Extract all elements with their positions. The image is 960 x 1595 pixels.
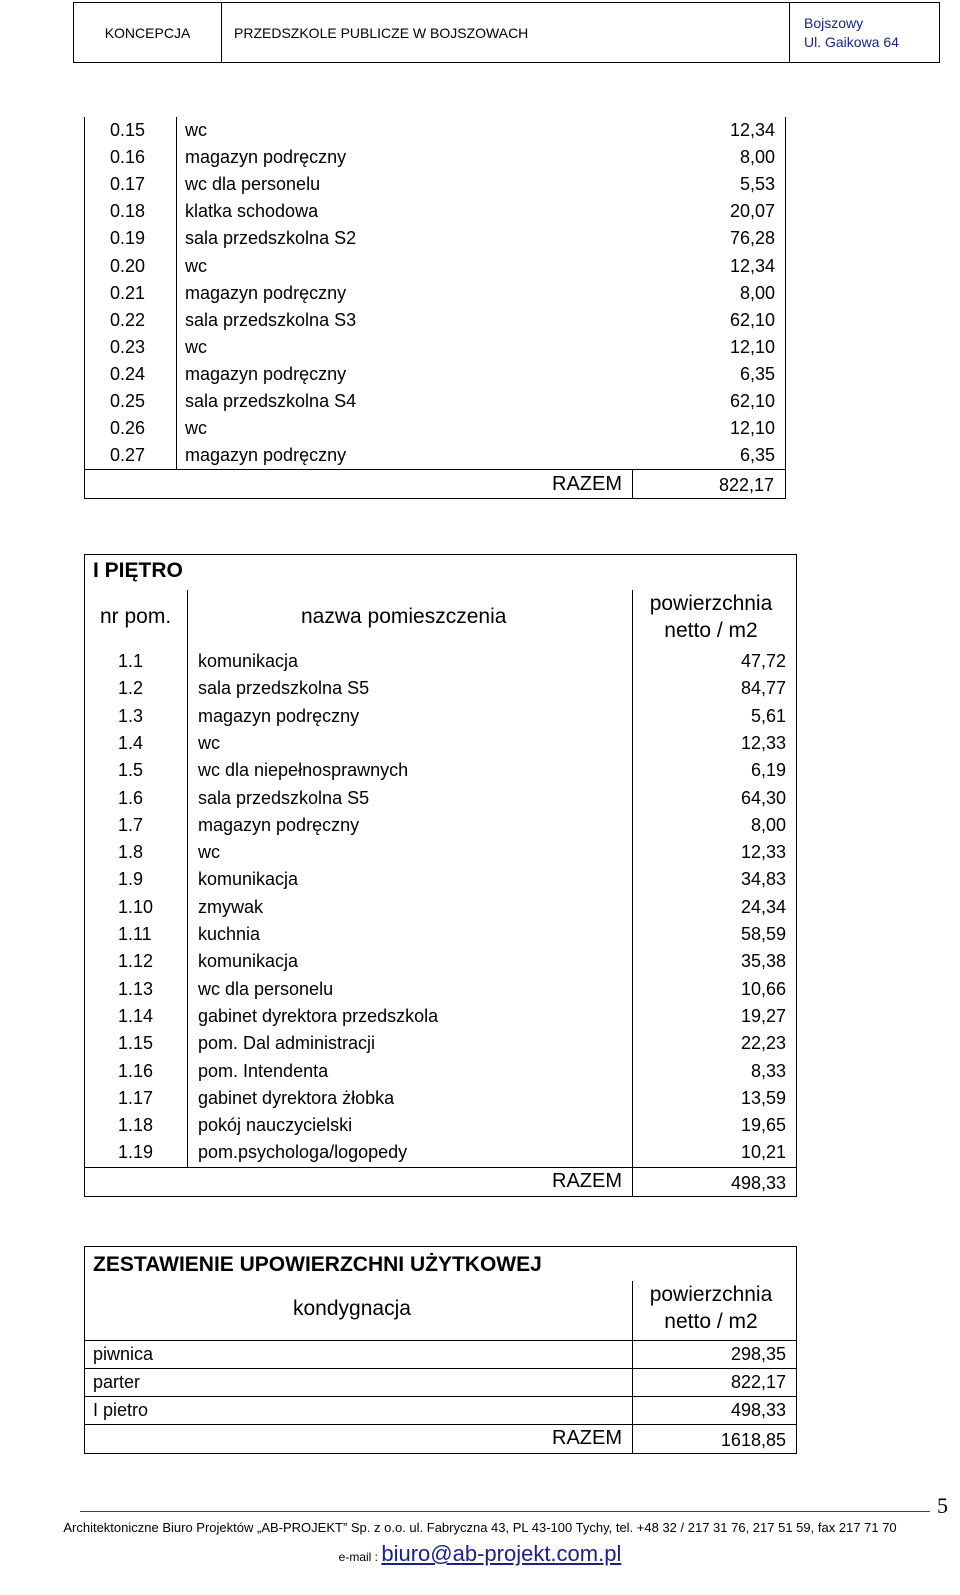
header-concept-text: KONCEPCJA bbox=[104, 24, 191, 41]
table-row bbox=[84, 442, 785, 469]
table-row bbox=[84, 415, 785, 442]
room-name: pokój nauczycielski bbox=[198, 1115, 353, 1136]
room-name: magazyn podręczny bbox=[198, 705, 360, 726]
table-row bbox=[84, 730, 796, 757]
table-row bbox=[84, 675, 796, 702]
room-name: magazyn podręczny bbox=[185, 282, 347, 303]
table-row bbox=[84, 757, 796, 784]
room-area: 62,10 bbox=[729, 309, 775, 330]
table-row bbox=[84, 976, 796, 1003]
table-row bbox=[84, 307, 785, 334]
room-area: 5,61 bbox=[750, 705, 786, 726]
room-number: 1.3 bbox=[118, 705, 144, 726]
column-header-name: nazwa pomieszczenia bbox=[301, 605, 507, 628]
room-name: magazyn podręczny bbox=[185, 445, 347, 466]
table-row bbox=[84, 703, 796, 730]
room-number: 0.19 bbox=[110, 228, 146, 249]
total-right-line bbox=[796, 1424, 797, 1453]
room-name: gabinet dyrektora przedszkola bbox=[198, 1005, 439, 1026]
room-number: 1.15 bbox=[118, 1033, 154, 1054]
room-number: 1.11 bbox=[118, 924, 152, 944]
document-header bbox=[73, 2, 940, 63]
room-number: 0.16 bbox=[110, 147, 146, 168]
total-right-line bbox=[796, 1167, 797, 1196]
header-location-street: Ul. Gaikowa 64 bbox=[804, 33, 899, 50]
table-row bbox=[84, 921, 796, 948]
footer-email-link[interactable]: biuro@ab-projekt.com.pl bbox=[381, 1541, 622, 1566]
section-title: I PIĘTRO bbox=[93, 559, 183, 582]
room-name: wc bbox=[185, 255, 207, 276]
room-number: 0.24 bbox=[110, 363, 146, 384]
room-number: 0.23 bbox=[110, 336, 146, 357]
room-number: 0.25 bbox=[110, 391, 146, 411]
room-number: 1.19 bbox=[118, 1142, 154, 1163]
room-name: zmywak bbox=[198, 896, 264, 917]
room-name: wc bbox=[198, 732, 220, 753]
total-bottom-line bbox=[84, 1453, 797, 1454]
room-name: wc dla niepełnosprawnych bbox=[198, 760, 409, 781]
room-name: magazyn podręczny bbox=[185, 147, 347, 168]
header-location-city: Bojszowy bbox=[804, 14, 864, 31]
section-title: ZESTAWIENIE UPOWIERZCHNI UŻYTKOWEJ bbox=[93, 1253, 542, 1276]
table-row bbox=[84, 948, 796, 975]
page-number: 5 bbox=[937, 1493, 948, 1518]
room-area: 8,00 bbox=[739, 147, 775, 168]
room-number: 0.22 bbox=[110, 309, 146, 330]
table-row bbox=[84, 225, 785, 252]
room-area: 8,33 bbox=[750, 1060, 786, 1081]
room-number: 1.8 bbox=[118, 842, 144, 863]
table-row bbox=[84, 361, 785, 388]
table-row bbox=[84, 1341, 796, 1368]
total-divider bbox=[632, 469, 633, 498]
total-value: 1618,85 bbox=[720, 1430, 786, 1450]
room-name: wc bbox=[198, 842, 220, 863]
total-left-line bbox=[84, 1424, 85, 1453]
room-area: 34,83 bbox=[740, 869, 786, 890]
room-name: wc bbox=[185, 418, 207, 439]
column-header-area: powierzchnia bbox=[649, 1283, 773, 1306]
room-area: 10,21 bbox=[740, 1142, 786, 1163]
room-area: 12,33 bbox=[740, 732, 786, 753]
table-row bbox=[84, 388, 785, 415]
table-row bbox=[84, 1369, 796, 1396]
room-name: wc bbox=[185, 336, 207, 357]
floor-area: 298,35 bbox=[730, 1344, 786, 1364]
room-name: sala przedszkolna S3 bbox=[185, 309, 357, 330]
room-area: 10,66 bbox=[740, 978, 786, 999]
room-area: 19,27 bbox=[740, 1005, 786, 1026]
footer-email-label: e-mail : bbox=[338, 1550, 378, 1564]
header-project-text: PRZEDSZKOLE PUBLICZE W BOJSZOWACH bbox=[234, 24, 529, 41]
footer-company: Architektoniczne Biuro Projektów „AB-PROJEKT” Sp. z o.o. ul. Fabryczna 43, PL 43-100 Tychy, tel. +48 32 / 217 31 76, 217 51 59, fax 217 71 70 bbox=[63, 1520, 897, 1535]
column-header-name: kondygnacja bbox=[293, 1297, 411, 1320]
table-border-right bbox=[796, 1246, 797, 1424]
room-area: 12,34 bbox=[729, 255, 775, 276]
room-name: komunikacja bbox=[198, 951, 299, 972]
total-right-line bbox=[785, 469, 786, 498]
floor-name: I pietro bbox=[93, 1400, 149, 1420]
table-border-right bbox=[796, 554, 797, 1167]
room-number: 1.9 bbox=[118, 869, 144, 890]
header-location bbox=[790, 3, 939, 62]
table-row bbox=[84, 1058, 796, 1085]
footer-email-line bbox=[0, 1541, 960, 1567]
room-name: sala przedszkolna S2 bbox=[185, 228, 357, 249]
table-row bbox=[84, 198, 785, 225]
room-area: 12,10 bbox=[729, 418, 775, 439]
room-number: 0.15 bbox=[110, 120, 146, 140]
room-name: wc bbox=[185, 120, 207, 140]
table-row bbox=[84, 1397, 796, 1424]
room-name: kuchnia bbox=[198, 924, 261, 944]
total-divider bbox=[632, 1167, 633, 1196]
room-area: 6,35 bbox=[739, 445, 775, 466]
total-top-line bbox=[84, 469, 786, 470]
total-top-line bbox=[84, 1424, 797, 1425]
table-row bbox=[84, 280, 785, 307]
room-area: 6,35 bbox=[739, 363, 775, 384]
room-number: 1.10 bbox=[118, 896, 154, 917]
room-number: 1.1 bbox=[118, 651, 144, 671]
total-divider bbox=[632, 1424, 633, 1453]
room-name: sala przedszkolna S4 bbox=[185, 391, 357, 411]
room-number: 1.13 bbox=[118, 978, 154, 999]
room-number: 1.17 bbox=[118, 1087, 154, 1108]
room-area: 20,07 bbox=[729, 201, 775, 222]
room-number: 1.4 bbox=[118, 732, 144, 753]
table-row bbox=[84, 117, 785, 144]
room-name: pom. Intendenta bbox=[198, 1060, 329, 1081]
table-row bbox=[84, 253, 785, 280]
room-area: 12,10 bbox=[729, 336, 775, 357]
room-number: 0.20 bbox=[110, 255, 146, 276]
table-row bbox=[84, 1003, 796, 1030]
table-row bbox=[84, 894, 796, 921]
header-concept bbox=[74, 3, 222, 62]
room-area: 22,23 bbox=[740, 1033, 786, 1054]
room-area: 6,19 bbox=[750, 760, 786, 781]
total-bottom-line bbox=[84, 1196, 797, 1197]
table-row bbox=[84, 1112, 796, 1139]
room-area: 12,34 bbox=[729, 120, 775, 140]
total-left-line bbox=[84, 469, 85, 498]
room-name: wc dla personelu bbox=[185, 174, 321, 195]
table-row bbox=[84, 1085, 796, 1112]
room-area: 62,10 bbox=[729, 391, 775, 411]
room-number: 1.6 bbox=[118, 787, 144, 808]
room-name: komunikacja bbox=[198, 869, 299, 890]
room-number: 1.2 bbox=[118, 678, 144, 699]
room-name: sala przedszkolna S5 bbox=[198, 678, 370, 699]
total-label: RAZEM bbox=[552, 473, 622, 496]
room-number: 0.26 bbox=[110, 418, 146, 439]
floor-area: 822,17 bbox=[730, 1372, 786, 1392]
room-area: 76,28 bbox=[729, 228, 775, 249]
room-area: 47,72 bbox=[740, 651, 786, 671]
room-number: 0.18 bbox=[110, 201, 146, 222]
room-area: 58,59 bbox=[740, 924, 786, 944]
total-top-line bbox=[84, 1167, 797, 1168]
room-name: gabinet dyrektora żłobka bbox=[198, 1087, 395, 1108]
room-number: 0.21 bbox=[110, 282, 146, 303]
room-area: 12,33 bbox=[740, 842, 786, 863]
room-area: 24,34 bbox=[740, 896, 786, 917]
total-label: RAZEM bbox=[552, 1169, 622, 1192]
room-number: 1.5 bbox=[118, 760, 144, 781]
table-row bbox=[84, 334, 785, 361]
table-row bbox=[84, 866, 796, 893]
room-number: 1.12 bbox=[118, 951, 154, 972]
column-header-nr: nr pom. bbox=[100, 605, 172, 628]
room-number: 1.14 bbox=[118, 1005, 154, 1026]
room-number: 0.17 bbox=[110, 174, 146, 195]
room-name: pom. Dal administracji bbox=[198, 1033, 376, 1054]
room-area: 64,30 bbox=[740, 787, 786, 808]
room-area: 13,59 bbox=[740, 1087, 786, 1108]
room-name: sala przedszkolna S5 bbox=[198, 787, 370, 808]
room-number: 1.18 bbox=[118, 1115, 154, 1136]
header-project bbox=[222, 3, 790, 62]
total-value: 822,17 bbox=[718, 475, 774, 496]
room-number: 1.7 bbox=[118, 814, 144, 835]
room-name: klatka schodowa bbox=[185, 201, 319, 222]
room-name: komunikacja bbox=[198, 651, 299, 671]
room-area: 19,65 bbox=[740, 1115, 786, 1136]
table-row bbox=[84, 1139, 796, 1166]
floor-name: parter bbox=[93, 1372, 141, 1392]
table-row bbox=[84, 785, 796, 812]
room-name: magazyn podręczny bbox=[185, 363, 347, 384]
total-label: RAZEM bbox=[552, 1427, 622, 1449]
floor-name: piwnica bbox=[93, 1344, 154, 1364]
table-top-line bbox=[84, 1246, 797, 1247]
room-area: 8,00 bbox=[739, 282, 775, 303]
room-name: magazyn podręczny bbox=[198, 814, 360, 835]
table-row bbox=[84, 839, 796, 866]
total-bottom-line bbox=[84, 498, 786, 499]
room-number: 0.27 bbox=[110, 445, 146, 466]
table-row bbox=[84, 1030, 796, 1057]
table-row bbox=[84, 171, 785, 198]
table-top-line bbox=[84, 554, 797, 555]
total-value: 498,33 bbox=[730, 1172, 786, 1193]
room-area: 35,38 bbox=[740, 951, 786, 972]
column-header-area-unit: netto / m2 bbox=[664, 619, 758, 642]
table-row bbox=[84, 812, 796, 839]
room-area: 84,77 bbox=[740, 678, 786, 699]
room-name: wc dla personelu bbox=[198, 978, 334, 999]
room-number: 1.16 bbox=[118, 1060, 154, 1081]
footer-divider bbox=[80, 1511, 930, 1512]
floor-area: 498,33 bbox=[730, 1400, 786, 1420]
column-header-area-unit: netto / m2 bbox=[664, 1310, 758, 1333]
room-area: 5,53 bbox=[739, 174, 775, 195]
room-area: 8,00 bbox=[750, 814, 786, 835]
table-row bbox=[84, 144, 785, 171]
table-row bbox=[84, 648, 796, 675]
total-left-line bbox=[84, 1167, 85, 1196]
column-header-area: powierzchnia bbox=[649, 592, 773, 615]
table-border-right bbox=[785, 117, 786, 470]
room-name: pom.psychologa/logopedy bbox=[198, 1142, 408, 1163]
